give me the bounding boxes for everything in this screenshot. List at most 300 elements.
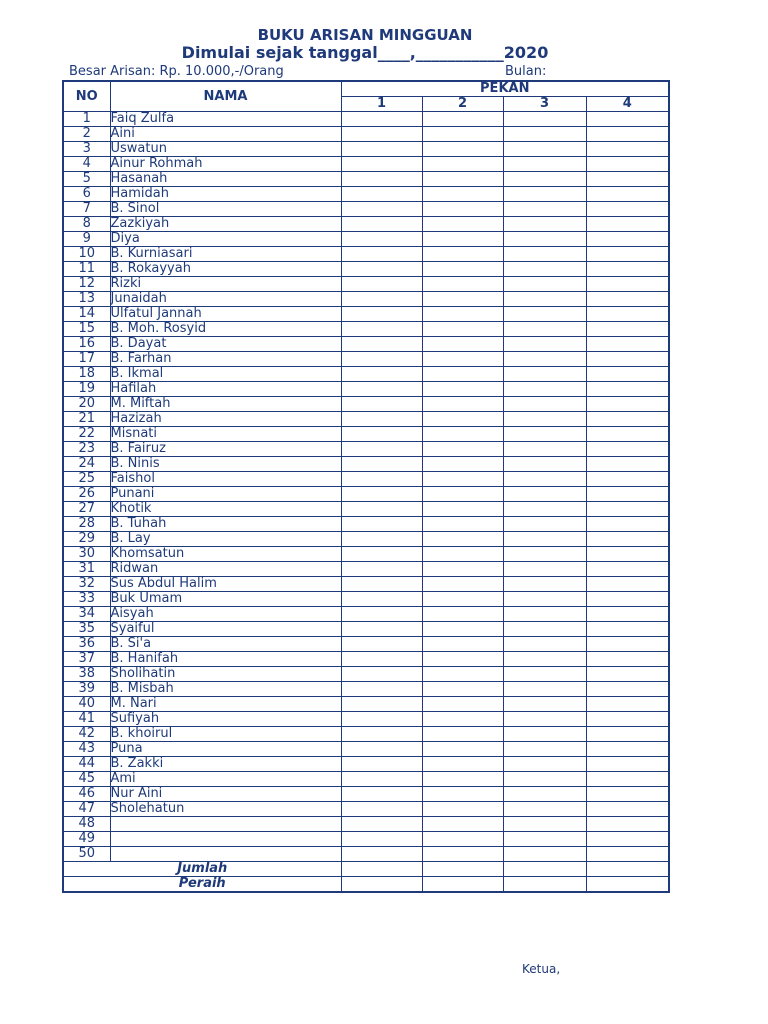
week-4-cell[interactable]: [586, 697, 669, 712]
week-1-cell[interactable]: [341, 727, 422, 742]
week-1-cell[interactable]: [341, 322, 422, 337]
week-3-cell[interactable]: [503, 157, 586, 172]
week-1-cell[interactable]: [341, 157, 422, 172]
ketua-signature-label: Ketua,: [522, 962, 561, 976]
week-1-cell[interactable]: [341, 397, 422, 412]
table-row: [63, 487, 669, 502]
peraih-cell[interactable]: [503, 877, 586, 893]
week-3-cell[interactable]: [503, 442, 586, 457]
week-3-cell[interactable]: [503, 637, 586, 652]
row-number: 46: [63, 787, 110, 802]
week-4-cell[interactable]: [586, 307, 669, 322]
week-4-cell[interactable]: [586, 247, 669, 262]
week-3-cell[interactable]: [503, 577, 586, 592]
week-4-cell[interactable]: [586, 367, 669, 382]
week-3-cell[interactable]: [503, 262, 586, 277]
week-2-cell[interactable]: [422, 487, 503, 502]
week-2-cell[interactable]: [422, 742, 503, 757]
week-4-cell[interactable]: [586, 232, 669, 247]
week-1-cell[interactable]: [341, 307, 422, 322]
table-row: [63, 397, 669, 412]
member-name: Khotik: [110, 502, 341, 517]
week-4-cell[interactable]: [586, 427, 669, 442]
peraih-cell[interactable]: [341, 877, 422, 893]
week-1-cell[interactable]: [341, 337, 422, 352]
table-row: [63, 247, 669, 262]
week-4-cell[interactable]: [586, 262, 669, 277]
week-1-cell[interactable]: [341, 457, 422, 472]
row-number: 11: [63, 262, 110, 277]
jumlah-cell[interactable]: [341, 862, 422, 877]
week-3-cell[interactable]: [503, 367, 586, 382]
row-number: 43: [63, 742, 110, 757]
week-1-cell[interactable]: [341, 742, 422, 757]
week-2-cell[interactable]: [422, 337, 503, 352]
table-row: [63, 847, 669, 862]
week-1-cell[interactable]: [341, 802, 422, 817]
week-1-cell[interactable]: [341, 247, 422, 262]
row-number: 14: [63, 307, 110, 322]
week-3-cell[interactable]: [503, 487, 586, 502]
week-4-cell[interactable]: [586, 292, 669, 307]
table-row: [63, 142, 669, 157]
member-name: B. Sinol: [110, 202, 341, 217]
week-4-cell[interactable]: [586, 352, 669, 367]
week-2-cell[interactable]: [422, 217, 503, 232]
week-1-cell[interactable]: [341, 772, 422, 787]
week-1-cell[interactable]: [341, 847, 422, 862]
row-number: 10: [63, 247, 110, 262]
member-name: Syaiful: [110, 622, 341, 637]
week-4-cell[interactable]: [586, 487, 669, 502]
week-2-cell[interactable]: [422, 127, 503, 142]
week-4-cell[interactable]: [586, 277, 669, 292]
row-number: 25: [63, 472, 110, 487]
row-number: 40: [63, 697, 110, 712]
week-2-cell[interactable]: [422, 832, 503, 847]
member-name: B. Ikmal: [110, 367, 341, 382]
week-2-cell[interactable]: [422, 622, 503, 637]
week-4-cell[interactable]: [586, 337, 669, 352]
week-4-cell[interactable]: [586, 187, 669, 202]
week-4-cell[interactable]: [586, 637, 669, 652]
table-row: [63, 412, 669, 427]
week-3-cell[interactable]: [503, 187, 586, 202]
table-row: [63, 442, 669, 457]
week-2-cell[interactable]: [422, 247, 503, 262]
week-2-cell[interactable]: [422, 472, 503, 487]
row-number: 33: [63, 592, 110, 607]
week-3-cell[interactable]: [503, 667, 586, 682]
row-number: 4: [63, 157, 110, 172]
week-2-cell[interactable]: [422, 307, 503, 322]
column-header-pekan: PEKAN: [341, 81, 669, 97]
week-4-cell[interactable]: [586, 817, 669, 832]
week-3-cell[interactable]: [503, 742, 586, 757]
week-3-cell[interactable]: [503, 802, 586, 817]
week-3-cell[interactable]: [503, 607, 586, 622]
week-4-cell[interactable]: [586, 127, 669, 142]
week-3-cell[interactable]: [503, 127, 586, 142]
week-4-cell[interactable]: [586, 202, 669, 217]
week-1-cell[interactable]: [341, 382, 422, 397]
table-row: [63, 547, 669, 562]
table-row: [63, 802, 669, 817]
week-1-cell[interactable]: [341, 262, 422, 277]
week-2-cell[interactable]: [422, 172, 503, 187]
peraih-cell[interactable]: [422, 877, 503, 893]
week-4-cell[interactable]: [586, 577, 669, 592]
week-4-cell[interactable]: [586, 322, 669, 337]
week-2-cell[interactable]: [422, 442, 503, 457]
table-row: [63, 592, 669, 607]
week-3-cell[interactable]: [503, 787, 586, 802]
week-4-cell[interactable]: [586, 457, 669, 472]
row-number: 16: [63, 337, 110, 352]
member-name: Sufiyah: [110, 712, 341, 727]
week-4-cell[interactable]: [586, 847, 669, 862]
week-4-cell[interactable]: [586, 742, 669, 757]
week-2-cell[interactable]: [422, 757, 503, 772]
member-name: B. Dayat: [110, 337, 341, 352]
week-3-cell[interactable]: [503, 757, 586, 772]
table-row: [63, 712, 669, 727]
week-1-cell[interactable]: [341, 142, 422, 157]
member-name: M. Nari: [110, 697, 341, 712]
week-1-cell[interactable]: [341, 442, 422, 457]
row-number: 23: [63, 442, 110, 457]
week-1-cell[interactable]: [341, 172, 422, 187]
week-1-cell[interactable]: [341, 112, 422, 127]
week-header-4: 4: [586, 97, 669, 112]
member-name: B. Moh. Rosyid: [110, 322, 341, 337]
week-3-cell[interactable]: [503, 697, 586, 712]
table-row: [63, 157, 669, 172]
week-2-cell[interactable]: [422, 262, 503, 277]
row-number: 27: [63, 502, 110, 517]
week-2-cell[interactable]: [422, 292, 503, 307]
week-1-cell[interactable]: [341, 487, 422, 502]
week-4-cell[interactable]: [586, 442, 669, 457]
week-1-cell[interactable]: [341, 562, 422, 577]
week-4-cell[interactable]: [586, 727, 669, 742]
week-1-cell[interactable]: [341, 427, 422, 442]
week-4-cell[interactable]: [586, 142, 669, 157]
row-number: 34: [63, 607, 110, 622]
week-2-cell[interactable]: [422, 577, 503, 592]
week-4-cell[interactable]: [586, 682, 669, 697]
member-name: Punani: [110, 487, 341, 502]
week-2-cell[interactable]: [422, 502, 503, 517]
week-3-cell[interactable]: [503, 832, 586, 847]
week-3-cell[interactable]: [503, 322, 586, 337]
week-1-cell[interactable]: [341, 622, 422, 637]
week-3-cell[interactable]: [503, 412, 586, 427]
table-row: [63, 307, 669, 322]
week-2-cell[interactable]: [422, 802, 503, 817]
week-1-cell[interactable]: [341, 817, 422, 832]
week-1-cell[interactable]: [341, 217, 422, 232]
member-name: Sholehatun: [110, 802, 341, 817]
table-row: [63, 382, 669, 397]
week-2-cell[interactable]: [422, 637, 503, 652]
week-1-cell[interactable]: [341, 832, 422, 847]
row-number: 28: [63, 517, 110, 532]
week-3-cell[interactable]: [503, 472, 586, 487]
row-number: 48: [63, 817, 110, 832]
table-row: [63, 607, 669, 622]
week-4-cell[interactable]: [586, 547, 669, 562]
table-row: [63, 562, 669, 577]
week-4-cell[interactable]: [586, 652, 669, 667]
week-2-cell[interactable]: [422, 517, 503, 532]
week-2-cell[interactable]: [422, 397, 503, 412]
week-1-cell[interactable]: [341, 412, 422, 427]
table-row: [63, 772, 669, 787]
week-1-cell[interactable]: [341, 517, 422, 532]
week-4-cell[interactable]: [586, 472, 669, 487]
row-number: 5: [63, 172, 110, 187]
week-3-cell[interactable]: [503, 427, 586, 442]
row-number: 12: [63, 277, 110, 292]
week-3-cell[interactable]: [503, 247, 586, 262]
member-name: Khomsatun: [110, 547, 341, 562]
week-2-cell[interactable]: [422, 367, 503, 382]
week-4-cell[interactable]: [586, 517, 669, 532]
member-name: Misnati: [110, 427, 341, 442]
week-3-cell[interactable]: [503, 142, 586, 157]
week-2-cell[interactable]: [422, 547, 503, 562]
week-3-cell[interactable]: [503, 397, 586, 412]
member-name: Hamidah: [110, 187, 341, 202]
week-4-cell[interactable]: [586, 217, 669, 232]
member-name: Aisyah: [110, 607, 341, 622]
week-3-cell[interactable]: [503, 547, 586, 562]
week-2-cell[interactable]: [422, 457, 503, 472]
week-3-cell[interactable]: [503, 682, 586, 697]
week-1-cell[interactable]: [341, 787, 422, 802]
week-4-cell[interactable]: [586, 592, 669, 607]
jumlah-cell[interactable]: [503, 862, 586, 877]
table-row: [63, 577, 669, 592]
week-2-cell[interactable]: [422, 667, 503, 682]
week-1-cell[interactable]: [341, 352, 422, 367]
week-4-cell[interactable]: [586, 802, 669, 817]
week-1-cell[interactable]: [341, 547, 422, 562]
week-3-cell[interactable]: [503, 592, 586, 607]
week-1-cell[interactable]: [341, 502, 422, 517]
week-1-cell[interactable]: [341, 202, 422, 217]
week-2-cell[interactable]: [422, 682, 503, 697]
row-number: 8: [63, 217, 110, 232]
week-1-cell[interactable]: [341, 187, 422, 202]
week-1-cell[interactable]: [341, 367, 422, 382]
week-2-cell[interactable]: [422, 412, 503, 427]
table-row: [63, 517, 669, 532]
week-1-cell[interactable]: [341, 712, 422, 727]
week-2-cell[interactable]: [422, 277, 503, 292]
week-1-cell[interactable]: [341, 532, 422, 547]
row-number: 3: [63, 142, 110, 157]
week-1-cell[interactable]: [341, 667, 422, 682]
table-row: [63, 367, 669, 382]
row-number: 30: [63, 547, 110, 562]
week-2-cell[interactable]: [422, 607, 503, 622]
week-2-cell[interactable]: [422, 697, 503, 712]
week-3-cell[interactable]: [503, 817, 586, 832]
week-3-cell[interactable]: [503, 727, 586, 742]
week-2-cell[interactable]: [422, 652, 503, 667]
week-3-cell[interactable]: [503, 202, 586, 217]
week-1-cell[interactable]: [341, 277, 422, 292]
fee-label: Besar Arisan: Rp. 10.000,-/Orang: [69, 64, 284, 79]
week-1-cell[interactable]: [341, 292, 422, 307]
week-2-cell[interactable]: [422, 382, 503, 397]
week-4-cell[interactable]: [586, 382, 669, 397]
week-3-cell[interactable]: [503, 112, 586, 127]
member-name: B. Si'a: [110, 637, 341, 652]
column-header-nama: NAMA: [110, 81, 341, 112]
week-4-cell[interactable]: [586, 157, 669, 172]
table-row: [63, 187, 669, 202]
week-4-cell[interactable]: [586, 712, 669, 727]
week-3-cell[interactable]: [503, 217, 586, 232]
week-2-cell[interactable]: [422, 142, 503, 157]
row-number: 20: [63, 397, 110, 412]
week-1-cell[interactable]: [341, 577, 422, 592]
week-3-cell[interactable]: [503, 457, 586, 472]
week-3-cell[interactable]: [503, 562, 586, 577]
week-3-cell[interactable]: [503, 622, 586, 637]
member-name: Ridwan: [110, 562, 341, 577]
week-1-cell[interactable]: [341, 697, 422, 712]
peraih-label: Peraih: [63, 877, 341, 893]
week-2-cell[interactable]: [422, 847, 503, 862]
week-1-cell[interactable]: [341, 682, 422, 697]
row-number: 39: [63, 682, 110, 697]
peraih-cell[interactable]: [586, 877, 669, 893]
week-1-cell[interactable]: [341, 607, 422, 622]
week-2-cell[interactable]: [422, 772, 503, 787]
jumlah-cell[interactable]: [586, 862, 669, 877]
week-4-cell[interactable]: [586, 607, 669, 622]
week-2-cell[interactable]: [422, 727, 503, 742]
week-2-cell[interactable]: [422, 592, 503, 607]
row-number: 24: [63, 457, 110, 472]
week-3-cell[interactable]: [503, 772, 586, 787]
week-2-cell[interactable]: [422, 787, 503, 802]
week-2-cell[interactable]: [422, 427, 503, 442]
week-4-cell[interactable]: [586, 172, 669, 187]
week-4-cell[interactable]: [586, 112, 669, 127]
row-number: 41: [63, 712, 110, 727]
member-name: Ami: [110, 772, 341, 787]
week-2-cell[interactable]: [422, 322, 503, 337]
week-1-cell[interactable]: [341, 232, 422, 247]
week-3-cell[interactable]: [503, 232, 586, 247]
table-row: [63, 232, 669, 247]
week-2-cell[interactable]: [422, 187, 503, 202]
week-3-cell[interactable]: [503, 652, 586, 667]
week-2-cell[interactable]: [422, 817, 503, 832]
week-2-cell[interactable]: [422, 112, 503, 127]
table-row: [63, 697, 669, 712]
week-header-2: 2: [422, 97, 503, 112]
week-3-cell[interactable]: [503, 172, 586, 187]
member-name: [110, 817, 341, 832]
week-2-cell[interactable]: [422, 157, 503, 172]
table-row: [63, 277, 669, 292]
week-4-cell[interactable]: [586, 562, 669, 577]
week-1-cell[interactable]: [341, 127, 422, 142]
table-row: [63, 337, 669, 352]
week-2-cell[interactable]: [422, 352, 503, 367]
table-row: [63, 682, 669, 697]
row-number: 50: [63, 847, 110, 862]
week-4-cell[interactable]: [586, 622, 669, 637]
row-number: 22: [63, 427, 110, 442]
table-row: [63, 112, 669, 127]
week-3-cell[interactable]: [503, 292, 586, 307]
member-name: B. Lay: [110, 532, 341, 547]
week-3-cell[interactable]: [503, 352, 586, 367]
week-1-cell[interactable]: [341, 472, 422, 487]
member-name: B. Rokayyah: [110, 262, 341, 277]
week-3-cell[interactable]: [503, 532, 586, 547]
week-2-cell[interactable]: [422, 712, 503, 727]
week-3-cell[interactable]: [503, 382, 586, 397]
week-4-cell[interactable]: [586, 532, 669, 547]
week-4-cell[interactable]: [586, 667, 669, 682]
row-number: 37: [63, 652, 110, 667]
week-2-cell[interactable]: [422, 532, 503, 547]
week-3-cell[interactable]: [503, 277, 586, 292]
week-4-cell[interactable]: [586, 772, 669, 787]
table-row: [63, 622, 669, 637]
week-3-cell[interactable]: [503, 517, 586, 532]
table-body: [63, 112, 669, 862]
week-4-cell[interactable]: [586, 502, 669, 517]
week-4-cell[interactable]: [586, 832, 669, 847]
week-1-cell[interactable]: [341, 757, 422, 772]
week-3-cell[interactable]: [503, 337, 586, 352]
week-4-cell[interactable]: [586, 787, 669, 802]
week-4-cell[interactable]: [586, 757, 669, 772]
member-name: Buk Umam: [110, 592, 341, 607]
peraih-row: [63, 877, 669, 893]
week-3-cell[interactable]: [503, 307, 586, 322]
week-2-cell[interactable]: [422, 232, 503, 247]
week-4-cell[interactable]: [586, 397, 669, 412]
week-2-cell[interactable]: [422, 562, 503, 577]
week-3-cell[interactable]: [503, 502, 586, 517]
week-header-3: 3: [503, 97, 586, 112]
table-row: [63, 787, 669, 802]
row-number: 44: [63, 757, 110, 772]
week-4-cell[interactable]: [586, 412, 669, 427]
week-1-cell[interactable]: [341, 652, 422, 667]
jumlah-cell[interactable]: [422, 862, 503, 877]
week-2-cell[interactable]: [422, 202, 503, 217]
member-name: Ainur Rohmah: [110, 157, 341, 172]
week-3-cell[interactable]: [503, 712, 586, 727]
week-1-cell[interactable]: [341, 592, 422, 607]
member-name: Junaidah: [110, 292, 341, 307]
member-name: [110, 832, 341, 847]
week-3-cell[interactable]: [503, 847, 586, 862]
row-number: 13: [63, 292, 110, 307]
week-1-cell[interactable]: [341, 637, 422, 652]
